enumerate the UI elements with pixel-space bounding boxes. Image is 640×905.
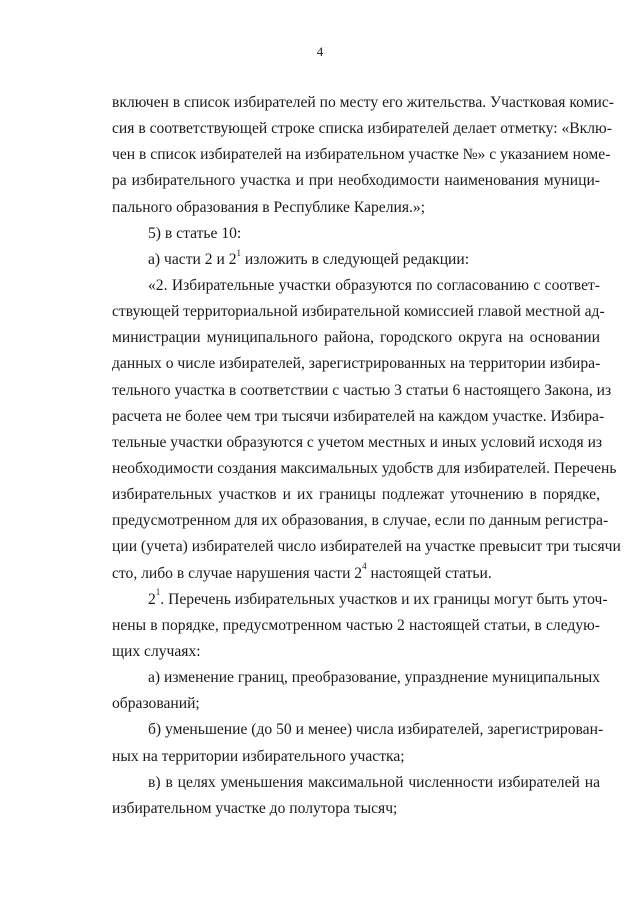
text-line: избирательных участков и их границы подлежат уточнению в порядке, — [112, 486, 600, 504]
text-line: ствующей территориальной избирательной комиссией главой местной ад- — [112, 303, 605, 321]
superscript: 1 — [155, 587, 161, 598]
superscript: 4 — [362, 561, 367, 572]
text-line: пального образования в Республике Карелия.»; — [112, 198, 426, 216]
text-line: министрации муниципального района, городского округа на основании — [112, 329, 600, 347]
text-fragment: а) части 2 и 2 — [148, 250, 237, 268]
text-line: ных на территории избирательного участка; — [112, 747, 405, 765]
text-line: образований; — [112, 695, 200, 713]
text-line: тельные участки образуются с учетом местных и иных условий исходя из — [112, 433, 603, 451]
text-line: б) уменьшение (до 50 и менее) числа избирателей, зарегистрирован- — [148, 721, 604, 739]
text-line: ра избирательного участка и при необходимости наименования муници- — [112, 172, 600, 190]
text-line: избирательном участке до полутора тысяч; — [112, 799, 398, 817]
text-fragment: сто, либо в случае нарушения части 2 — [112, 564, 363, 582]
text-line: чен в список избирателей на избирательном участке №» с указанием номе- — [112, 146, 611, 164]
text-line: ции (учета) избирателей число избирателей на участке превысит три тысячи — [112, 538, 621, 556]
text-line: включен в список избирателей по месту его жительства. Участковая комис- — [112, 94, 614, 111]
text-line: предусмотренном для их образования, в случае, если по данным регистра- — [112, 512, 609, 530]
text-line: «2. Избирательные участки образуются по согласованию с соответ- — [148, 276, 600, 294]
text-fragment: настоящей статьи. — [366, 564, 492, 582]
text-line: в) в целях уменьшения максимальной численности избирателей на — [148, 773, 600, 791]
text-line: сия в соответствующей строке списка избирателей делает отметку: «Вклю- — [112, 120, 612, 138]
text-line: необходимости создания максимальных удобств для избирателей. Перечень — [112, 459, 617, 477]
text-line: расчета не более чем три тысячи избирателей на каждом участке. Избира- — [112, 407, 605, 425]
text-line — [112, 587, 608, 613]
page-number: 4 — [316, 44, 324, 59]
text-fragment: изложить в следующей редакции: — [241, 250, 470, 268]
text-line — [112, 561, 600, 587]
text-fragment: . Перечень избирательных участков и их границы могут быть уточ- — [160, 590, 608, 608]
text-fragment: 2 — [148, 590, 156, 608]
text-line — [112, 247, 600, 273]
text-line: а) изменение границ, преобразование, упразднение муниципальных — [148, 669, 601, 687]
text-line: данных о числе избирателей, зарегистрированных на территории избира- — [112, 355, 601, 373]
text-line: нены в порядке, предусмотренном частью 2 настоящей статьи, в следую- — [112, 616, 600, 634]
text-line: 5) в статье 10: — [148, 224, 242, 242]
text-line: тельного участка в соответствии с частью 3 статьи 6 настоящего Закона, из — [112, 381, 612, 399]
document-body — [112, 90, 621, 822]
text-line: щих случаях: — [112, 642, 201, 660]
superscript: 1 — [236, 247, 241, 258]
